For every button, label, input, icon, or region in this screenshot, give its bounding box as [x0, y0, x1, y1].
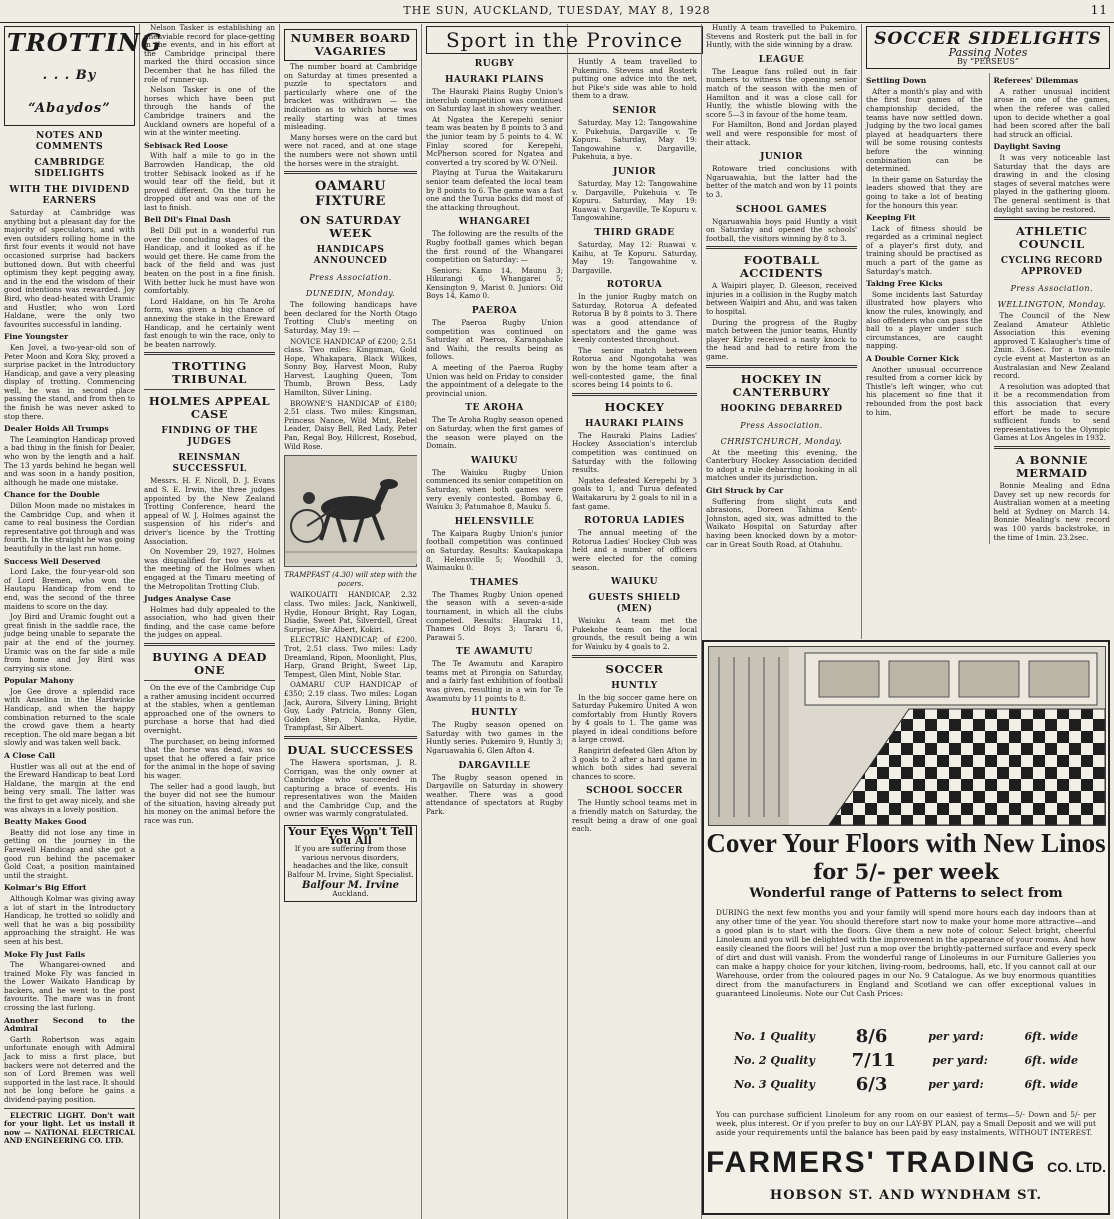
paragraph: The Paeroa Rugby Union competition was continued on Saturday at Paeroa, Karangahake and Waihi, the results being as follows. — [426, 318, 563, 362]
dateline: Press Association. — [309, 273, 392, 283]
heading: SCHOOL SOCCER — [586, 786, 683, 797]
heading: BUYING A DEAD ONE — [152, 650, 267, 678]
paragraph: Joy Bird and Uramic fought out a great finish in the saddle race, the judge being unable to separate the pair at the end of the journey. Uramic was on the far side a mile from home and Joy Bird was carrying six stone. — [4, 612, 135, 673]
soccer-title: SOCCER SIDELIGHTS — [874, 29, 1102, 49]
subheading: Sebisack Red Loose — [144, 140, 228, 150]
subheading: Beatty Makes Good — [4, 817, 87, 827]
soccer-right-column — [989, 73, 1111, 544]
paragraph: In the junior Rugby match on Saturday, Rotorua A defeated Rotorua B by 8 points to 3. There was a good attendance of spectators and the game was keenly contested throughout. — [572, 292, 697, 345]
paragraph: Saturday, May 12: Ruawai v. Kaihu, at Te Kopuru. Saturday, May 19: Tangowahine v. Dargaville. — [572, 239, 697, 275]
paragraph: At Ngatea the Kerepehi senior team was beaten by 8 points to 3 and the junior team by 5 points to 4. W. Finlay scored for Kerepehi, McPherson scored for Ngatea and converted a try scored by W. O'Neil. — [426, 114, 563, 167]
paragraph: A rather unusual incident arose in one of the games, when the referee was called upon to decide whether a goal had been scored after the ball had struck an official. — [993, 86, 1110, 139]
column-trotting — [0, 24, 163, 1219]
paragraph: After a month's play and with the first four games of the championship decided, the teams have now settled down. Judging by the two local games played at headquarters there will be some rousing contests before the winning combination can be determined. — [866, 86, 983, 174]
paragraph: ELECTRIC HANDICAP, of £200. Trot, 2.51 class. Two miles: Lady Dreamland, Ripon, Moonlight, Plus, Harp, Grand Bright, Sweet Lip, Tempest, Glen Mint, Noble Star. — [284, 635, 417, 679]
paragraph: Suffering from slight cuts and abrasions, Doreen Tahima Kent-Johnston, aged six, was admitted to the Waikato Hospital on Saturday after having been knocked down by a motor-car in Great South Road, at Otahuhu. — [706, 496, 857, 549]
subheading: Referees' Dilemmas — [993, 76, 1079, 86]
column-oamaru — [280, 24, 422, 1219]
trotting-header — [4, 26, 163, 126]
paragraph: It was very noticeable last Saturday that the days are drawing in and the closing stages of several matches were played in the gathering gloom. The general sentiment is that daylight saving be restored. — [993, 152, 1110, 214]
heading: HOCKEY — [604, 399, 665, 414]
paragraph: Ngatea defeated Kerepehi by 3 goals to 1, and Turua defeated Waitakaruru by 2 goals to nil in a fast game. — [572, 475, 697, 511]
trotting-byline: . . . By “Abaydos” — [28, 68, 111, 116]
advert-brand — [704, 1146, 1108, 1180]
heading: HOLMES APPEAL CASE — [148, 394, 271, 422]
paragraph: The Huntly school teams met in a friendly match on Saturday, the result being a draw of one goal each. — [572, 798, 697, 834]
heading: DUAL SUCCESSES — [287, 742, 414, 757]
paragraph: The Rugby season opened in Dargaville on Saturday in showery weather. There was a good attendance of spectators at Rugby Park. — [426, 772, 563, 816]
price-list — [734, 1024, 1078, 1096]
eye-specialist-advert — [284, 825, 417, 902]
heading: THIRD GRADE — [594, 227, 675, 238]
paragraph: With half a mile to go in the Barrowden Handicap, the old trotter Sebisack looked as if he would tear off the field, but it proved different. On the turn he dropped out and was one of the last to finish. — [144, 151, 275, 212]
price-row — [734, 1024, 1078, 1048]
soccer-left-column — [866, 73, 983, 544]
paragraph: On November 29, 1927, Holmes was disqualified for two years at the meeting of the Holmes when engaged at the Timaru meeting of the Metropolitan Trotting Club. — [144, 547, 275, 591]
section-title: Sport in the Province — [426, 26, 703, 54]
paragraph: Lord Lake, the four-year-old son of Lord Bremen, who won the Hautapu Handicap from end to end, was the second of the three maidens to score on the day. — [4, 567, 135, 611]
price-unit: per yard: — [932, 1053, 988, 1067]
paragraph: Saturday at Cambridge was anything but a pleasant day for the majority of speculators, and with even outsiders rolling home in the first four events it would not have occasioned surprise had backers buttoned down. But with cheerful optimism they kept pegging away, and in the end the wisdom of their good intentions was rewarded. Joy Bird, who dead-heated with Uramic and Hustler, who won Lord Haldane, were the only two favourites successful in landing. — [4, 208, 135, 329]
heading: HAURAKI PLAINS — [585, 418, 684, 429]
quality-label: No. 1 Quality — [734, 1029, 815, 1043]
paragraph: NOVICE HANDICAP of £200; 2.51 class. Two miles: Kingsman, Gold Hope, Whakapara, Black Wilkes, Sonny Boy, Harvest Moon, Ruby Harvest, Laughing Queen, Tom Thumb, Brown Bess, Lady Hamilton, Silver Lining. — [284, 336, 417, 398]
price-amount: 8/6 — [855, 1025, 888, 1047]
price-unit: per yard: — [928, 1029, 984, 1043]
heading: JUNIOR — [613, 166, 656, 177]
paragraph: The senior match between Rotorua and Ngongotaha was won by the home team after a well-contested game, the final scores being 14 points to 6. — [572, 345, 697, 390]
paragraph: Joe Gee drove a splendid race with Anselina in the Hardwicke Handicap, and when the happy combination returned to the scale the crowd gave them a hearty reception. The old mare began a bit slowly and was taken well back. — [4, 686, 135, 748]
heading: PAEROA — [471, 306, 518, 317]
dateline: CHRISTCHURCH, Monday. — [720, 436, 843, 446]
price-row — [734, 1072, 1078, 1096]
heading: DARGAVILLE — [458, 760, 531, 771]
subheading: Popular Mahony — [4, 676, 74, 686]
heading: WAIUKU — [611, 577, 658, 588]
paragraph: A Waipiri player, D. Gleeson, received injuries in a collision in the Rugby match between Waipiri and Ahu, and was taken to hospital. — [706, 281, 857, 317]
paragraph: The Te Awamutu and Karapiro teams met at Pirongia on Saturday, and a fairly fast exhibition of football was given, resulting in a win for Te Awamutu by 11 points to 8. — [426, 659, 563, 703]
subheading: Taking Free Kicks — [866, 279, 943, 289]
advert-title: Your Eyes Won't Tell You All — [287, 825, 413, 847]
paragraph: Huntly A team travelled to Pukemiro. Stevens and Rosterk put the ball in for Huntly, with the side winning by a draw. — [706, 23, 857, 50]
paragraph: The seller had a good laugh, but the buyer did not see the humour of the situation, having already put his money on the animal before the race was run. — [144, 781, 275, 825]
heading: LEAGUE — [758, 54, 805, 65]
paragraph: Rangiriri defeated Glen Afton by 3 goals to 2 after a hard game in which both sides had several chances to score. — [572, 746, 697, 781]
paragraph: The Te Aroha Rugby season opened on Saturday, when the first games of the season were played on the Domain. — [426, 415, 563, 451]
heading: FOOTBALL ACCIDENTS — [739, 253, 824, 281]
paragraph: The Hawera sportsman, J. R. Corrigan, was the only owner at Cambridge who succeeded in capturing a brace of events. His representatives won the Maiden and the Cambridge Cup, and the owner was warmly congratulated. — [284, 757, 417, 819]
small-advert: ELECTRIC LIGHT. Don't wait for your light. Let us install it now — NATIONAL ELECTRICAL AND ENGINEERING CO. LTD. — [4, 1110, 135, 1146]
subheading: Daylight Saving — [993, 142, 1061, 152]
paragraph: In their game on Saturday the leaders showed that they are going to take a lot of beating for the honours this year. — [866, 174, 983, 210]
paragraph: A meeting of the Paeroa Rugby Union was held on Friday to consider the appointment of a delegate to the provincial union. — [426, 363, 563, 398]
trotting-title: TROTTING — [7, 28, 163, 57]
masthead — [0, 0, 1114, 23]
dateline: WELLINGTON, Monday. — [997, 300, 1106, 310]
paragraph: OAMARU CUP HANDICAP of £350; 2.19 class. Two miles: Logan Jack, Aurora, Silvery Lining, Bright Guy, Lady Patricia, Bonny Glen, Golden Step, Nanka, Hydie, Trampfast, Sir Albert. — [284, 680, 417, 733]
subheading: Girl Struck by Car — [706, 486, 784, 495]
paragraph: Saturday, May 12: Tangowahine v. Dargaville, Pukehuia v. Te Kopuru. Saturday, May 19: Ruawai v. Dargaville, Te Kopuru v. Tangowahine. — [572, 178, 697, 223]
heading: REINSMAN SUCCESSFUL — [172, 453, 247, 475]
paragraph: Nelson Tasker is establishing an unenviable record for place-getting in the events, and in his effort at the Cambridge principal there marked the third occasion since December that he has filled the role of runner-up. — [144, 23, 275, 84]
heading: NOTES AND COMMENTS — [35, 131, 104, 152]
paragraph: During the progress of the Rugby match between the junior teams, Huntly player Kirby received a nasty knock to the head and had to retire from the game. — [706, 317, 857, 362]
quality-label: No. 2 Quality — [734, 1053, 815, 1067]
advert-headline: Cover Your Floors with New Linos — [706, 828, 1106, 858]
subheading: Another Second to the Admiral — [4, 1015, 135, 1034]
paragraph: Lord Haldane, on his Te Aroha form, was given a big chance of annexing the stake in the Ereward Handicap, and he certainly went fast enough to win the race, only to be beaten narrowly. — [144, 296, 275, 349]
subheading: Dealer Holds All Trumps — [4, 424, 109, 434]
heading: HELENSVILLE — [454, 516, 535, 527]
paragraph: Ngaruawahia boys paid Huntly a visit on Saturday and opened the schools' football, the visitors winning by 8 to 3. — [706, 216, 857, 243]
paragraph: The Council of the New Zealand Amateur Athletic Association this evening approved T. Kalaugher's time of 2min. 3.6sec. for a two-mile cycle event at Masterton as an Australasian and New Zealand record. — [993, 311, 1110, 381]
heading: THAMES — [470, 577, 519, 588]
price-width: 6ft. wide — [1024, 1053, 1078, 1067]
heading: GUESTS SHIELD (MEN) — [588, 593, 681, 615]
heading: ON SATURDAY WEEK — [299, 213, 402, 241]
paragraph: On the eve of the Cambridge Cup a rather amusing incident occurred at the stables, when a gentleman approached one of the owners to purchase a horse that had died overnight. — [144, 683, 275, 736]
price-width: 6ft. wide — [1024, 1077, 1078, 1091]
heading: SOCCER — [605, 661, 664, 676]
paragraph: Holmes had duly appealed to the association, who had given their finding, and the case came before the judges on appeal. — [144, 604, 275, 640]
paragraph: The number board at Cambridge on Saturday at times presented a puzzle to spectators and particularly where one of the bracket was withdrawn — the indication as to which horse was really starting was at times misleading. — [284, 62, 417, 132]
paragraph: Another unusual occurrence resulted from a corner kick by Thistle's left winger, who cut his placement so fine that it rebounded from the post back to him. — [866, 364, 983, 417]
soccer-subtitle: Passing Notes — [948, 46, 1028, 59]
column-league — [702, 24, 862, 639]
heading: ROTORUA LADIES — [584, 516, 685, 527]
paragraph: Bell Dill put in a wonderful run over the concluding stages of the Handicap, and it looked as if he would get there. He came from the back of the field and was just beaten on the post in a fine finish. With better luck he must have won comfortably. — [144, 226, 275, 296]
subheading: Bell Dil's Final Dash — [144, 215, 231, 225]
paragraph: Playing at Turua the Waitakaruru senior team defeated the local team by 8 points to 6. The game was a fast one and the Turua backs did most of the attacking throughout. — [426, 168, 563, 212]
heading: HOCKEY IN CANTERBURY — [732, 371, 831, 399]
heading: ROTORUA — [606, 280, 663, 291]
paragraph: Dillon Moon made no mistakes in the Cambridge Cup, and when it came to real business the Cordian representative got through and was fourth. In the straight he was going beautifully in the last run home. — [4, 501, 135, 553]
heading: CYCLING RECORD APPROVED — [1000, 256, 1103, 278]
price-row — [734, 1048, 1078, 1072]
heading: TROTTING TRIBUNAL — [172, 359, 247, 387]
paragraph: Hustler was all out at the end of the Ereward Handicap to beat Lord Haldane, the margin at the end being very small. The latter was the first to get away nicely, and she was always in a lovely position. — [4, 761, 135, 814]
paragraph: At the meeting this evening, the Canterbury Hockey Association decided to adopt a rule debarring hooking in all matches under its jurisdiction. — [706, 447, 857, 483]
heading: WHANGAREI — [458, 217, 531, 228]
advert-text: If you are suffering from those various nervous disorders, headaches and the like, consult Balfour M. Irvine, Sight Specialist. — [287, 844, 414, 880]
paragraph: Some incidents last Saturday illustrated how players who know the rules, knowingly, and also offenders who can pass the ball to a player under such circumstances, are caught napping. — [866, 289, 983, 351]
advert-address: Auckland. — [332, 889, 369, 899]
paragraph: The Whangarei-owned and trained Moke Fly was fancied in the Lower Waikato Handicap by backers, and he went to the post favourite. The mare was in front crossing the last furlong. — [4, 960, 135, 1013]
paragraph: WAIKOUAITI HANDICAP, 2.32 class. Two miles: Jack, Nankiwell, Hydie, Honour Bright, Ray Logan, Diadie, Sweet Pat, Silverdell, Great Surprise, Sir Albert, Kokiri. — [284, 590, 417, 634]
paragraph: Rotoware tried conclusions with Ngaruawahia, but the latter had the better of the match and won by 11 points to 3. — [706, 164, 857, 199]
paragraph: The Hauraki Plains Rugby Union's interclub competition was continued on Saturday last in showery weather. — [426, 87, 563, 114]
soccer-byline: By “PERSEUS” — [957, 56, 1019, 66]
subheading: Moke Fly Just Fails — [4, 949, 86, 959]
column-soccer — [862, 24, 1114, 639]
room-illustration — [708, 646, 1106, 826]
subheading: Kolmar's Big Effort — [4, 883, 87, 893]
heading: HAURAKI PLAINS — [445, 75, 544, 85]
subheading: Success Well Deserved — [4, 556, 101, 566]
paragraph: The Thames Rugby Union opened the season with a seven-a-side tournament, in which all the clubs competed. Results: Hauraki 11, Thames Old Boys 3; Tararu 6, Parawai 5. — [426, 589, 563, 642]
column-province-cont — [568, 24, 702, 1219]
paragraph: In the big soccer game here on Saturday Pukemiro United A won comfortably from Huntly Rovers by 4 goals to 1. The game was played in ideal conditions before a large crowd. — [572, 692, 697, 745]
heading: RUGBY — [474, 59, 515, 69]
subheading: A Close Call — [4, 751, 56, 761]
subheading: Chance for the Double — [4, 490, 100, 500]
heading: ATHLETIC COUNCIL — [1015, 224, 1088, 252]
heading: HANDICAPS ANNOUNCED — [313, 245, 388, 267]
brand-name: FARMERS' TRADING — [706, 1146, 1037, 1179]
dateline: DUNEDIN, Monday. — [305, 289, 396, 299]
paragraph: The annual meeting of the Rotorua Ladies' Hockey Club was held and a number of officers were elected for the coming season. — [572, 528, 697, 572]
paragraph: The Kaipara Rugby Union's junior football competition was continued on Saturday. Results: Kaukapakapa 8, Helensville 5; Woodhill 3, Waimauku 0. — [426, 528, 563, 573]
paragraph: The purchaser, on being informed that the horse was dead, was so upset that he offered a fair price for the animal in the hope of saving his wager. — [144, 736, 275, 780]
subheading: Settling Down — [866, 76, 927, 86]
heading: TE AROHA — [465, 403, 524, 414]
heading: SCHOOL GAMES — [735, 204, 828, 215]
paragraph: Beatty did not lose any time in getting on the journey in the Farewell Handicap and she got a good run behind the pacemaker Gold Coat, a position maintained until the straight. — [4, 827, 135, 880]
heading: TE AWAMUTU — [455, 647, 534, 658]
dateline: Press Association. — [1010, 284, 1094, 294]
paragraph: BROWNE'S HANDICAP of £180; 2.51 class. Two miles: Kingsman, Princess Nance, Wild Mint, Rebel Leader, Daisy Bell, Red Lady, Peter Pan, Regal Boy, Hillcrest, Rosebud, Wild Rose. — [284, 398, 417, 451]
paragraph: Messrs. H. F. Nicoll, D. J. Evans and S. E. Irwin, the three judges appointed by the New Zealand Trotting Conference, heard the appeal of W. J. Holmes against the suspension of his rider's and driver's licence by the Trotting Association. — [144, 476, 275, 546]
price-amount: 6/3 — [855, 1073, 888, 1095]
paragraph: The Leamington Handicap proved a bad thing in the finish for Dealer, who won by the length and a half. The 13 yards behind he began well and was soon in a handy position, although he made one mistake. — [4, 434, 135, 487]
heading: HOOKING DEBARRED — [720, 403, 843, 414]
heading: WAIUKU — [471, 455, 518, 466]
linoleum-floor-icon — [709, 647, 1105, 825]
paragraph: The Hauraki Plains Ladies' Hockey Association's interclub competition was continued on Saturday with the following results. — [572, 430, 697, 475]
advert-terms: You can purchase sufficient Linoleum for any room on our easiest of terms—5/- Down and 5/- per week, plus interest. Or if you prefer to buy on our LAY-BY PLAN, pay a Small Deposit and we will put aside your requirements until the balance has been paid by easy instalments, WITHOUT INTEREST. — [716, 1110, 1096, 1137]
subheading: Fine Youngster — [4, 332, 69, 342]
advert-offer: for 5/- per week — [813, 859, 999, 884]
heading: FINDING OF THE JUDGES — [161, 426, 258, 448]
masthead-title: THE SUN, AUCKLAND, TUESDAY, MAY 8, 1928 — [403, 4, 711, 17]
subheading: A Double Corner Kick — [866, 354, 959, 363]
paragraph: The following handicaps have been declared for the North Otago Trotting Club's meeting on Saturday, May 19: — — [284, 300, 417, 335]
photo-caption: TRAMPFAST (4.30) will step with the pacers. — [284, 571, 417, 588]
heading: OAMARU FIXTURE — [314, 179, 387, 210]
advert-body: DURING the next few months you and your family will spend more hours each day indoors than at any other time of the year. You should therefore start now to make your home more attractive—and a good plan is to start with the floors. Give them a new note of colour. Select bright, cheerful Linoleum and you will be delighted with the improvement in the appearance of your rooms. And how easily cleaned the floors will be! Just run a mop over the brightly-patterned surface and every speck of dirt and dust will vanish. From the wonderful range of Linoleums in our Furniture Galleries you can make a happy choice for your kitchen, living-room, bedrooms, hall, etc. If you cannot call at our Warehouse, order from the coloured pages in our No. 9 Catalogue. As we buy enormous quantities direct from the manufacturers in England and Scotland we can offer exceptional values in guaranteed Linoleums. Note our Cut Cash Prices: — [716, 908, 1096, 998]
paragraph: Lack of fitness should be regarded as a criminal neglect of a player's first duty, and training should be practised as much a part of the game as Saturday's match. — [866, 223, 983, 276]
advert-address: HOBSON ST. AND WYNDHAM ST. — [769, 1188, 1043, 1203]
farmers-trading-advert — [702, 640, 1110, 1215]
paragraph: The Rugby season opened on Saturday with two games in the Huntly series. Pukemiro 9, Huntly 3; Ngaruawahia 6, Glen Afton 4. — [426, 720, 563, 756]
subheading: Keeping Fit — [866, 213, 916, 223]
paragraph: Garth Robertson was again unfortunate enough with Admiral Jack to miss a first place, but backers were not deterred and the son of Lord Bremen was well supported in the last race. It should not be long before he gains a dividend-paying position. — [4, 1034, 135, 1104]
paragraph: For Hamilton, Bond and Jordan played well and were responsible for most of their attack. — [706, 120, 857, 147]
soccer-header — [866, 26, 1110, 69]
sulky-horse-icon — [285, 456, 417, 564]
paragraph: Saturday, May 12: Tangowahine v. Pukehuia, Dargaville v. Te Kopuru. Saturday, May 19: Tangowahine v. Dargaville, Pukehuia, a bye. — [572, 117, 697, 162]
paragraph: The Waiuku Rugby Union commenced its senior competition on Saturday, when both games were very evenly contested. Bombay 6, Waiuku 3; Patumahoe 8, Mauku 5. — [426, 467, 563, 512]
advert-tagline: Wonderful range of Patterns to select from — [749, 886, 1063, 901]
heading: HUNTLY — [611, 680, 658, 691]
price-unit: per yard: — [928, 1077, 984, 1091]
paragraph: Bonnie Mealing and Edna Davey set up new records for Australian women at a meeting held at Sydney on March 14. Bonnie Mealing's new record was 100 yards backstroke, in the time of 1min. 23.2sec. — [993, 481, 1110, 542]
price-amount: 7/11 — [851, 1049, 896, 1071]
paragraph: Although Kolmar was giving away a lot of start in the Introductory Handicap, he trotted so solidly and well that he was a big possibility approaching the straight. He was seen at his best. — [4, 893, 135, 946]
paragraph: Many horses were on the card but were not raced, and at one stage the numbers were not shown until the horses were in the straight. — [284, 132, 417, 168]
heading: JUNIOR — [760, 152, 803, 163]
price-width: 6ft. wide — [1024, 1029, 1078, 1043]
paragraph: The following are the results of the Rugby football games which began the first round of the Whangarei competition on Saturday: — — [426, 229, 563, 265]
paragraph: Ken Jovel, a two-year-old son of Peter Moon and Kora Sky, proved a surprise packet in the Introductory Handicap, and gave a very pleasing display of trotting. Commencing well, he was in second place passing the stand, and from then to the finish he was never asked to stop there. — [4, 342, 135, 421]
paragraph: Nelson Tasker is one of the horses which have been put through the hands of the Cambridge trainers and the Auckland owners are hopeful of a win at the winter meeting. — [144, 85, 275, 138]
paragraph: The League fans rolled out in fair numbers to witness the opening senior match of the season with the men of Hamilton and it was a close call for Huntly, the whistle blowing with the score 5—3 in favour of the home team. — [706, 66, 857, 119]
dateline: Press Association. — [740, 420, 823, 430]
paragraph: Huntly A team travelled to Pukemiro. Stevens and Rosterk putting one advice into the net, but Pike's side was able to hold them to a draw. — [572, 57, 697, 101]
paragraph: Waiuku A team met the Pukekohe team on the local grounds, the result being a win for Waiuku by 4 goals to 2. — [572, 616, 697, 651]
heading: HUNTLY — [471, 708, 518, 719]
heading: NUMBER BOARD VAGARIES — [284, 29, 417, 61]
heading: A BONNIE MERMAID — [1015, 453, 1088, 480]
heading: CAMBRIDGE SIDELIGHTS — [34, 158, 105, 179]
brand-suffix: CO. LTD. — [1047, 1159, 1106, 1175]
column-trotting-cont — [140, 24, 280, 1219]
heading: SENIOR — [612, 105, 657, 116]
advert-name: Balfour M. Irvine — [302, 879, 399, 891]
heading: WITH THE DIVIDEND EARNERS — [9, 185, 130, 206]
paragraph: Seniors: Kamo 14, Maunu 3; Hikurangi 6, Whangarei 5; Kensington 9, Marist 0. Juniors: Old Boys 14, Kamo 0. — [426, 265, 563, 301]
page-number: 11 — [1090, 3, 1108, 17]
horse-photo — [284, 455, 417, 567]
quality-label: No. 3 Quality — [734, 1077, 815, 1091]
paragraph: A resolution was adopted that it be a recommendation from this association that every effort be made to secure sufficient funds to send representatives to the Olympic Games at Los Angeles in 1932. — [993, 381, 1110, 443]
subheading: Judges Analyse Case — [144, 594, 231, 604]
